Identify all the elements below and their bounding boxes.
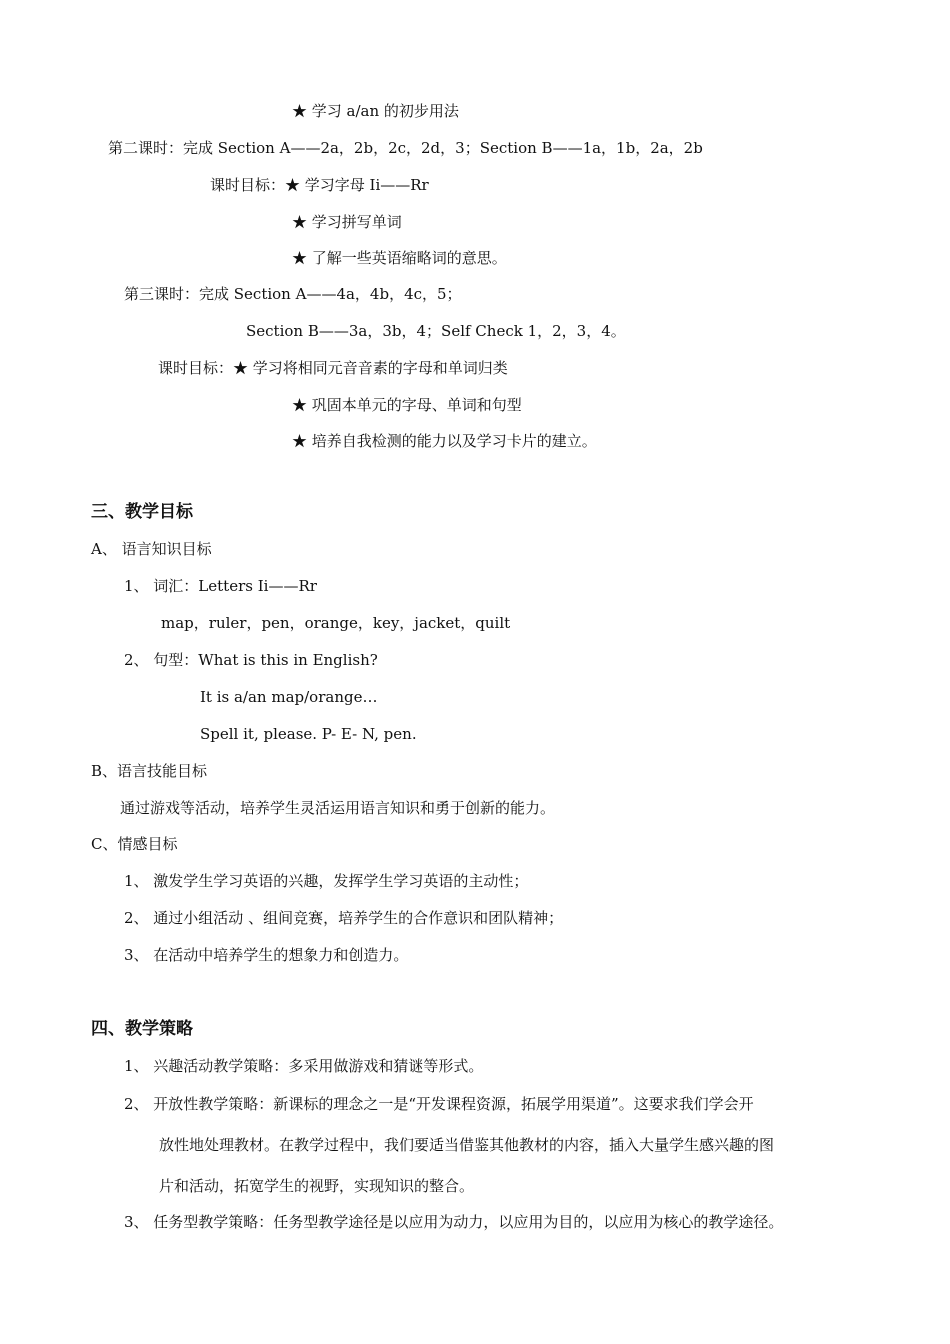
lesson3-goal-3: ★ 培养自我检测的能力以及学习卡片的建立。 — [292, 432, 597, 450]
strategy-item-2-line-3: 片和活动，拓宽学生的视野，实现知识的整合。 — [159, 1177, 475, 1195]
lesson2-title: 第二课时：完成 Section A——2a，2b，2c，2d，3；Section B——1a，1b，2a，2b — [108, 139, 703, 157]
strategy-item-3: 3、 任务型教学策略：任务型教学途径是以应用为动力，以应用为目的，以应用为核心的教学途径。 — [124, 1213, 784, 1231]
lesson3-goal-2: ★ 巩固本单元的字母、单词和句型 — [292, 396, 522, 414]
goal-a-sentence-1: It is a/an map/orange… — [200, 688, 378, 706]
goal-c-item-1: 1、 激发学生学习英语的兴趣，发挥学生学习英语的主动性； — [124, 872, 529, 890]
goal-a-title: A、 语言知识目标 — [91, 540, 212, 558]
goal-c-title: C、情感目标 — [91, 835, 178, 853]
goal-b-title: B、语言技能目标 — [91, 762, 208, 780]
lesson2-goal-2: ★ 学习拼写单词 — [292, 213, 402, 231]
goal-a-item-1: 1、 词汇：Letters Ii——Rr — [124, 577, 317, 595]
strategy-item-1: 1、 兴趣活动教学策略：多采用做游戏和猜谜等形式。 — [124, 1057, 484, 1075]
section-heading-strategy: 四、教学策略 — [91, 1019, 193, 1039]
section-heading-goals: 三、教学目标 — [91, 502, 193, 522]
lesson2-goal-3: ★ 了解一些英语缩略词的意思。 — [292, 249, 507, 267]
lesson3-goal-1: 课时目标：★ 学习将相同元音音素的字母和单词归类 — [158, 359, 508, 377]
goal-c-item-3: 3、 在活动中培养学生的想象力和创造力。 — [124, 946, 409, 964]
lesson2-goal-1: 课时目标：★ 学习字母 Ii——Rr — [210, 176, 429, 194]
lesson1-goal-3: ★ 学习 a/an 的初步用法 — [292, 102, 459, 120]
goal-a-vocab-words: map，ruler，pen，orange，key，jacket，quilt — [161, 614, 511, 632]
goal-b-text: 通过游戏等活动，培养学生灵活运用语言知识和勇于创新的能力。 — [120, 799, 556, 817]
lesson3-title-cont: Section B——3a，3b，4；Self Check 1，2，3，4。 — [246, 322, 626, 340]
strategy-item-2-line-1: 2、 开放性教学策略：新课标的理念之一是“开发课程资源，拓展学用渠道”。这要求我们学会开 — [124, 1095, 754, 1113]
strategy-item-2-line-2: 放性地处理教材。在教学过程中，我们要适当借鉴其他教材的内容，插入大量学生感兴趣的图 — [159, 1136, 775, 1154]
goal-a-sentence-2: Spell it, please. P- E- N, pen. — [200, 725, 417, 743]
lesson3-title: 第三课时：完成 Section A——4a，4b，4c，5； — [124, 285, 462, 303]
goal-a-item-2: 2、 句型：What is this in English? — [124, 651, 378, 669]
goal-c-item-2: 2、 通过小组活动 、组间竞赛，培养学生的合作意识和团队精神； — [124, 909, 564, 927]
